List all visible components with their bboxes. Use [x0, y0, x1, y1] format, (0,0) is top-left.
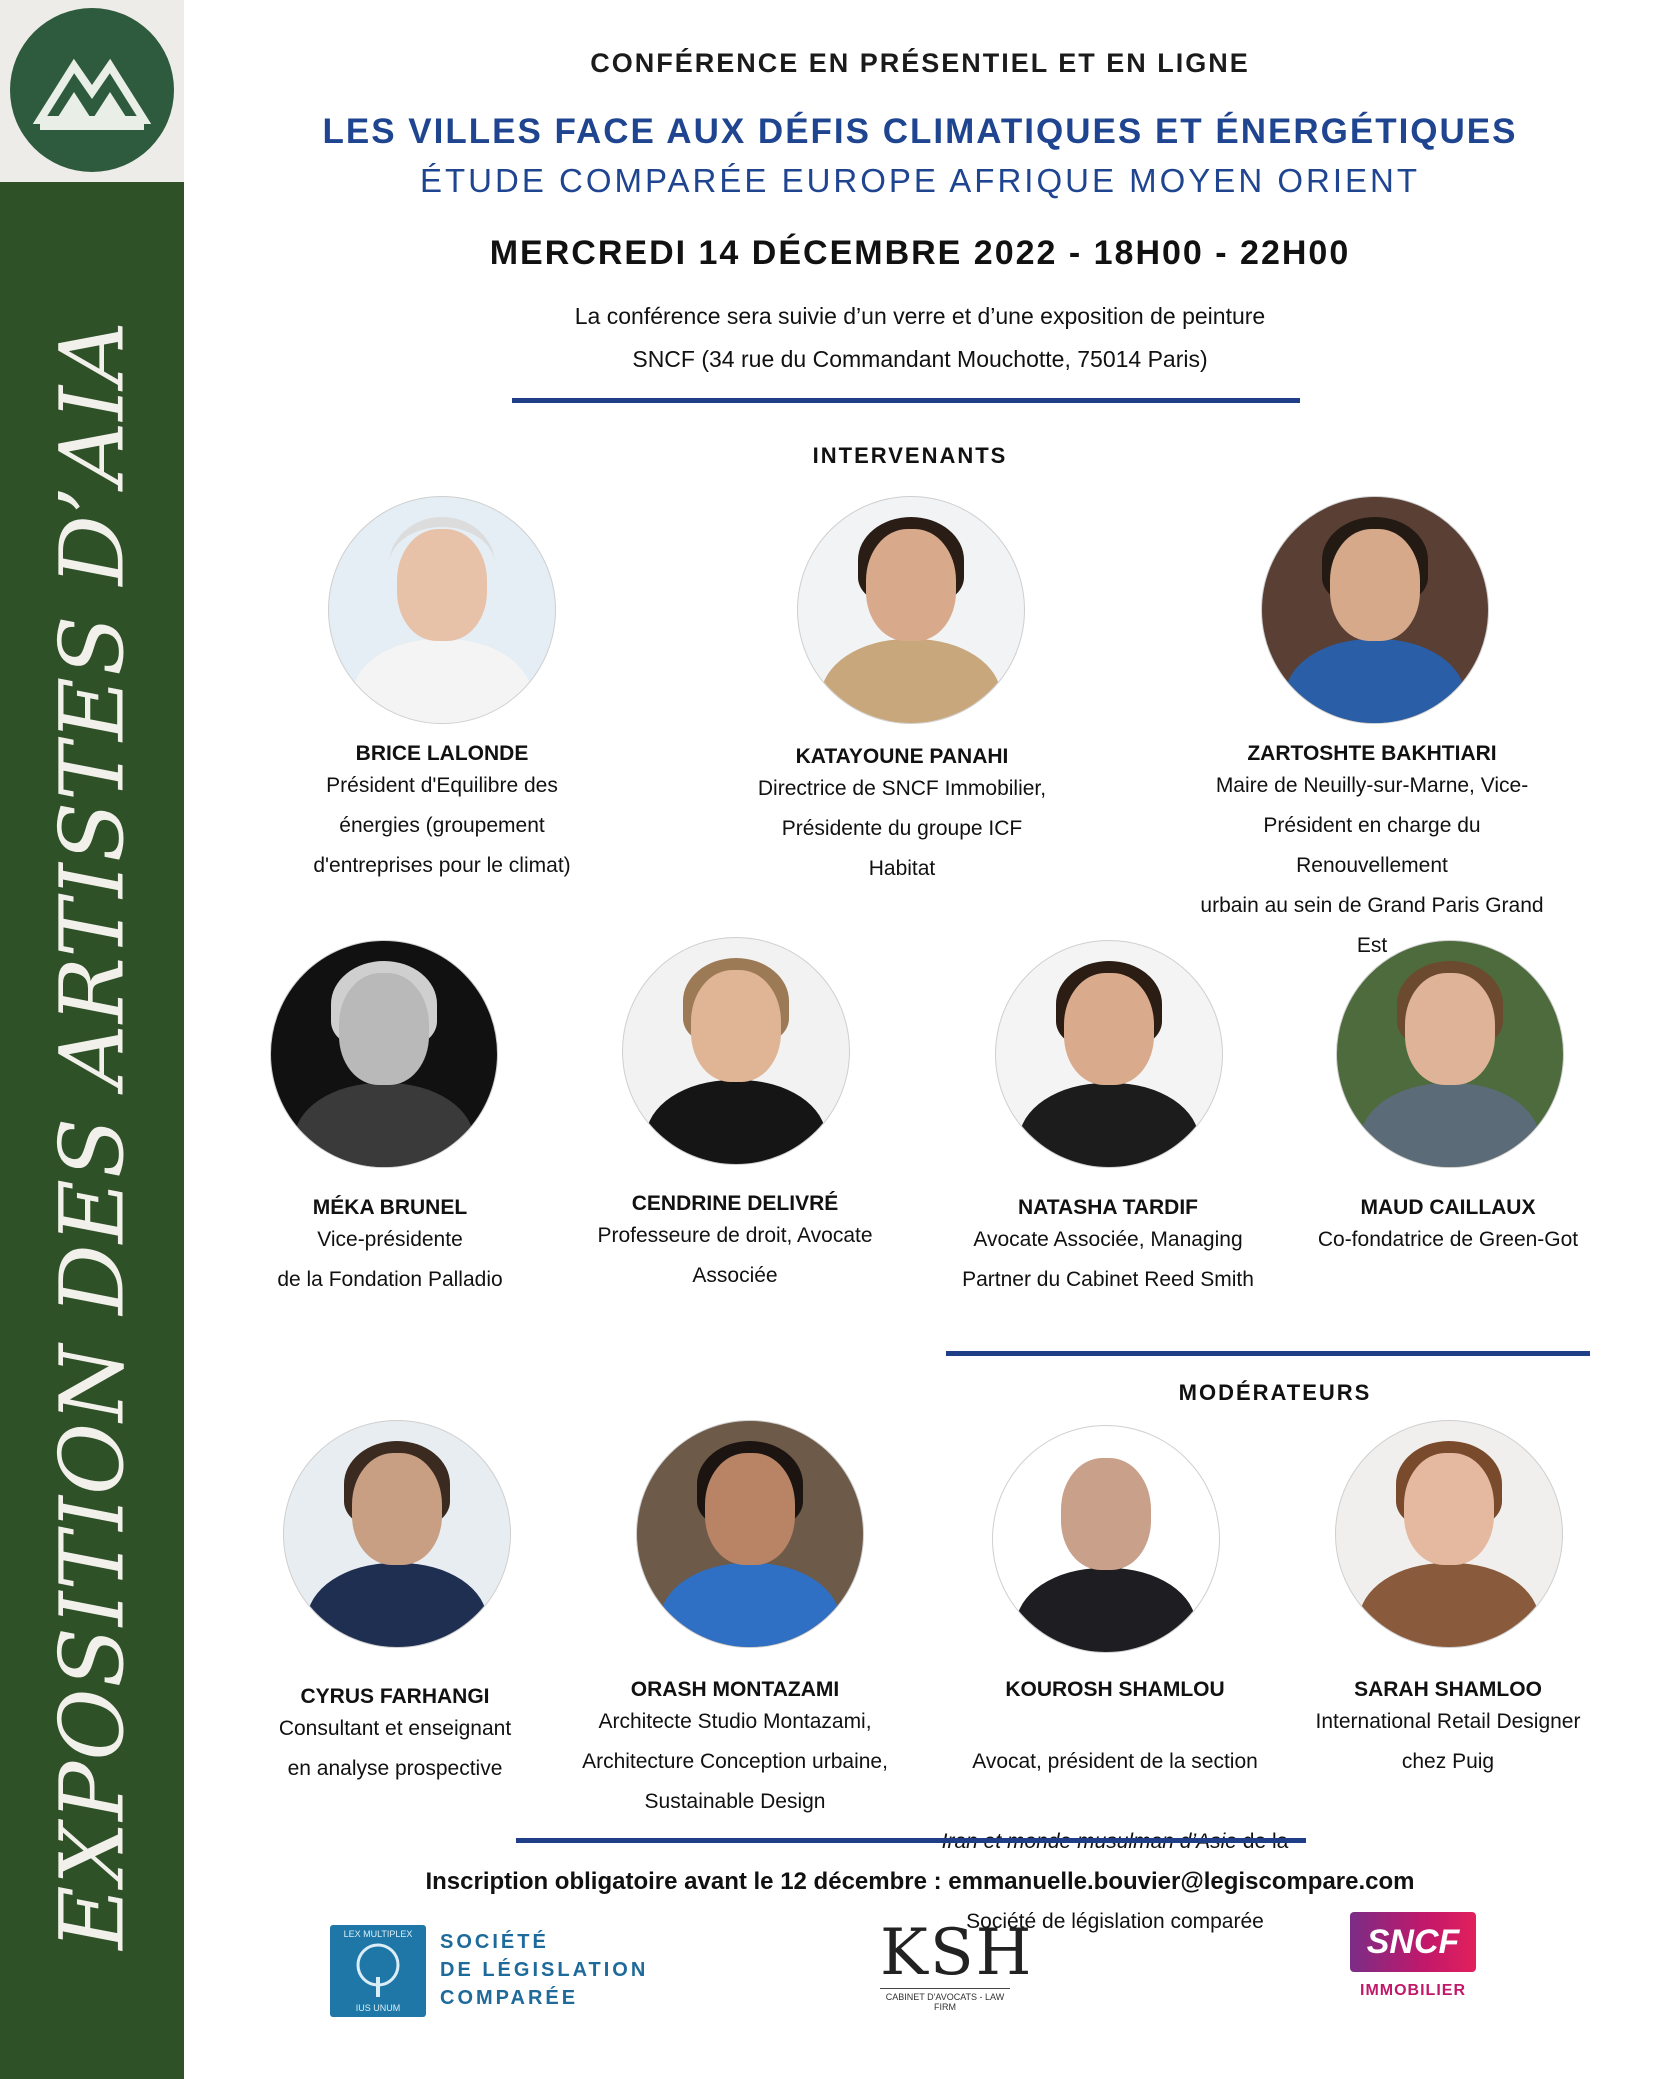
speaker-photo [328, 496, 556, 724]
speaker-name: KATAYOUNE PANAHI [795, 745, 1009, 768]
slc-logo-text: IUS UNUM [355, 2003, 401, 2013]
speaker-role: Professeure de droit, Avocate Associée [597, 1224, 873, 1287]
event-title: LES VILLES FACE AUX DÉFIS CLIMATIQUES ET ÉNERGÉTIQUES [322, 112, 1518, 151]
ksh-logo [880, 1916, 1034, 2012]
sncf-logo: SNCF [1350, 1912, 1476, 1972]
slc-logo-icon [330, 1925, 426, 2017]
speaker-name: SARAH SHAMLOO [1354, 1678, 1542, 1701]
speaker-name: MAUD CAILLAUX [1360, 1196, 1536, 1219]
slc-line: DE LÉGISLATION [440, 1959, 649, 1981]
logo-area [0, 0, 184, 182]
speakers-heading: INTERVENANTS [812, 443, 1008, 468]
speaker-photo [1335, 1420, 1563, 1648]
event-kicker: CONFÉRENCE EN PRÉSENTIEL ET EN LIGNE [590, 48, 1250, 78]
speaker-name: ZARTOSHTE BAKHTIARI [1247, 742, 1497, 765]
ksh-logo-text: KSH [880, 1916, 1034, 1990]
event-subtitle: ÉTUDE COMPARÉE EUROPE AFRIQUE MOYEN ORIENT [419, 162, 1420, 199]
speaker-photo [992, 1425, 1220, 1653]
role-line: Avocat, président de la section [972, 1750, 1258, 1773]
sncf-logo-sub: IMMOBILIER [1360, 1982, 1466, 1999]
speaker-role: Co-fondatrice de Green-Got [1317, 1228, 1579, 1251]
ksh-logo-sub: CABINET D'AVOCATS - LAW FIRM [880, 1988, 1010, 2012]
speaker-name: BRICE LALONDE [355, 742, 529, 765]
role-line: Société de législation comparée [966, 1910, 1264, 1933]
mountain-logo-icon [10, 8, 174, 172]
divider [516, 1838, 1306, 1843]
speaker-photo [636, 1420, 864, 1648]
speaker-role: Directrice de SNCF Immobilier, Présidente du groupe ICF Habitat [757, 777, 1047, 880]
slc-line: COMPARÉE [440, 1987, 579, 2009]
registration-note: Inscription obligatoire avant le 12 décembre : emmanuelle.bouvier@legiscompare.com [425, 1868, 1415, 1895]
speaker-photo [797, 496, 1025, 724]
speaker-role: Vice-présidente de la Fondation Palladio [277, 1228, 503, 1291]
speaker-name: KOUROSH SHAMLOU [1005, 1678, 1225, 1701]
speaker-name: CENDRINE DELIVRÉ [631, 1192, 839, 1215]
speaker-photo [270, 940, 498, 1168]
speaker-role [935, 1702, 1295, 1942]
speaker-name: ORASH MONTAZAMI [630, 1678, 840, 1701]
speaker-photo [1336, 940, 1564, 1168]
event-venue: SNCF (34 rue du Commandant Mouchotte, 75014 Paris) [632, 346, 1208, 372]
sidebar [0, 0, 184, 2079]
speaker-photo [622, 937, 850, 1165]
speaker-photo [1261, 496, 1489, 724]
speaker-role: Consultant et enseignant en analyse prospective [278, 1717, 512, 1780]
moderators-heading: MODÉRATEURS [1178, 1380, 1372, 1405]
speaker-name: CYRUS FARHANGI [300, 1685, 490, 1708]
divider [946, 1351, 1590, 1356]
event-note: La conférence sera suivie d’un verre et d’une exposition de peinture [574, 303, 1266, 329]
sidebar-title: EXPOSITION DES ARTISTES D’AIA [40, 320, 144, 1950]
speaker-name: NATASHA TARDIF [1017, 1196, 1199, 1219]
speaker-name: MÉKA BRUNEL [312, 1196, 468, 1219]
speaker-role: Président d'Equilibre des énergies (groupement d'entreprises pour le climat) [313, 774, 571, 877]
speaker-role: Architecte Studio Montazami, Architecture Conception urbaine, Sustainable Design [582, 1710, 888, 1813]
event-date: MERCREDI 14 DÉCEMBRE 2022 - 18H00 - 22H00 [489, 234, 1351, 272]
speaker-role: International Retail Designer chez Puig [1315, 1710, 1581, 1773]
speaker-photo [283, 1420, 511, 1648]
slc-line: SOCIÉTÉ [440, 1931, 549, 1953]
slc-logo-text: LEX MULTIPLEX [343, 1929, 413, 1939]
divider [512, 398, 1300, 403]
speaker-photo [995, 940, 1223, 1168]
speaker-role: Maire de Neuilly-sur-Marne, Vice- Président en charge du Renouvellement urbain au sein de Grand Paris Grand Est [1200, 774, 1544, 957]
speaker-role: Avocate Associée, Managing Partner du Cabinet Reed Smith [962, 1228, 1254, 1291]
slc-name [440, 1928, 648, 2012]
